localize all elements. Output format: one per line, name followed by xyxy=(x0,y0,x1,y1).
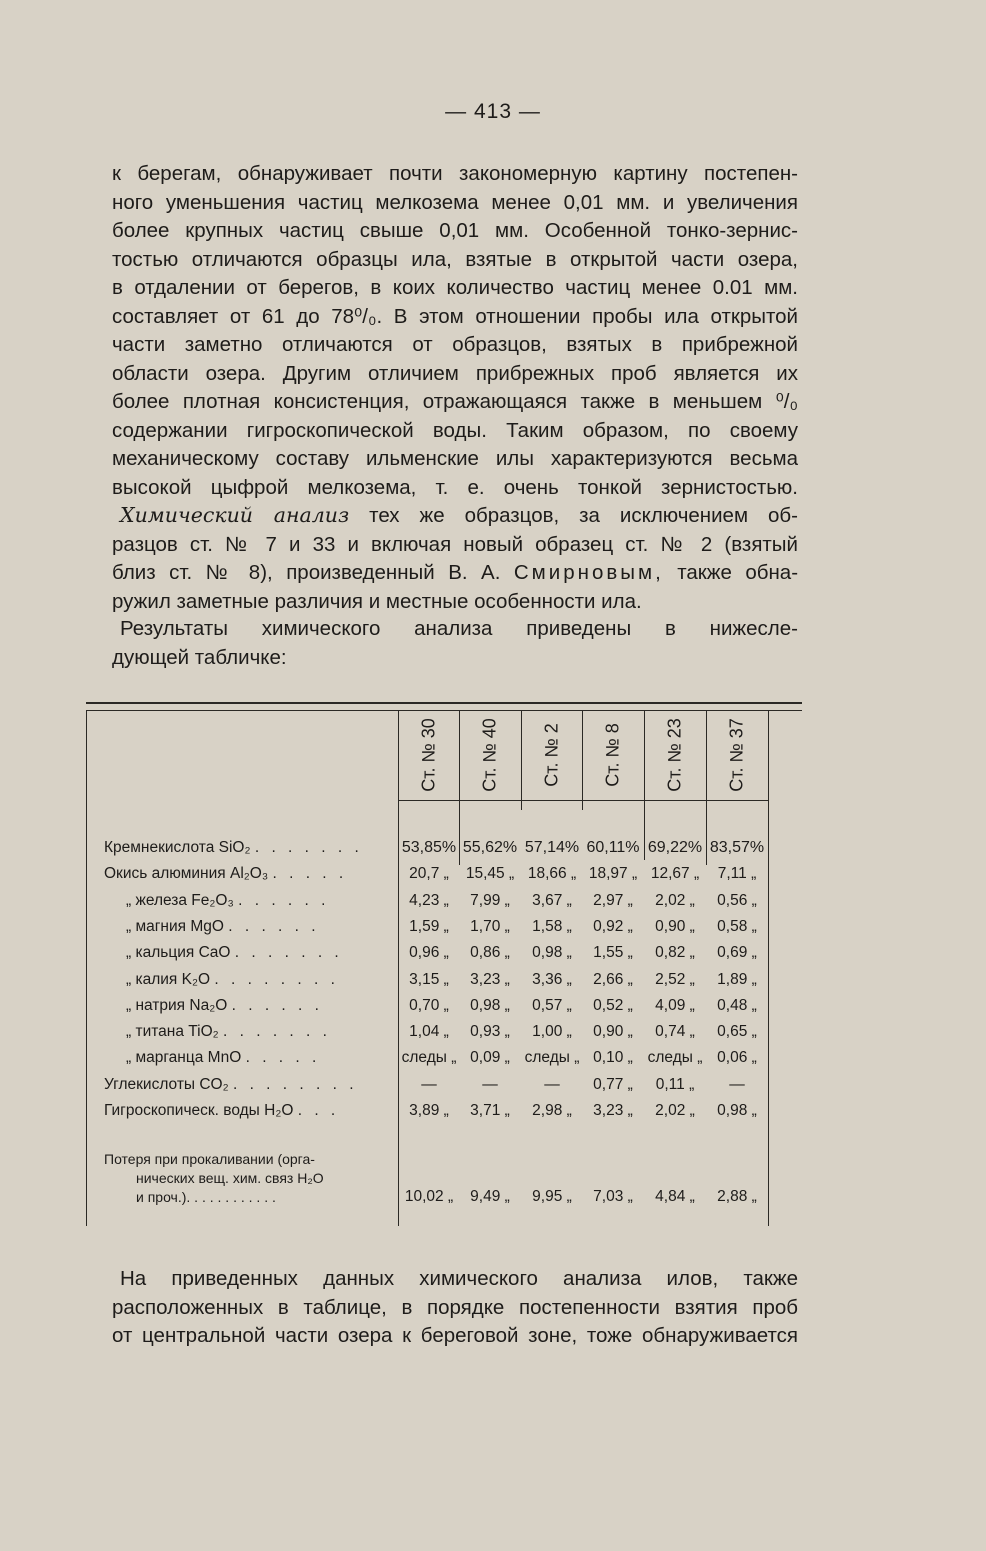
table-row xyxy=(86,1023,802,1048)
text-line: высокой цыфрой мелкозема, т. е. очень тонкой зернистостью. xyxy=(112,475,798,499)
table-cell: 3,36 „ xyxy=(532,970,572,988)
row-label-text: Углекислоты CO₂ xyxy=(104,1075,229,1093)
table-cell: 60,11% xyxy=(586,839,640,856)
table-header-rule xyxy=(398,800,768,801)
row-label-text: „ натрия Na₂O xyxy=(126,996,228,1014)
table-cell: — xyxy=(544,1075,560,1093)
column-header: Ст. № 2 xyxy=(541,723,562,787)
row-label xyxy=(126,1023,396,1041)
table-cell: 1,55 „ xyxy=(593,944,633,962)
row-label xyxy=(126,971,396,989)
text-line: от центральной части озера к береговой зоне, тоже обнаруживается xyxy=(112,1324,798,1347)
paragraph-3 xyxy=(112,615,798,672)
table-cell: 0,90 „ xyxy=(655,917,695,935)
table-cell: 0,09 „ xyxy=(470,1049,510,1067)
table-cell: следы „ xyxy=(401,1049,457,1067)
text-line: к берегам, обнаруживает почти закономерную картину постепен- xyxy=(112,162,798,185)
table-cell: 2,88 „ xyxy=(717,1188,757,1205)
table-cell: 7,99 „ xyxy=(470,891,510,909)
leader-dots: . . . . . xyxy=(245,1049,321,1067)
paragraph-4 xyxy=(112,1265,798,1351)
leader-dots: . . . . . . . . xyxy=(232,1075,358,1093)
table-row xyxy=(86,971,802,996)
table-cell: 0,96 „ xyxy=(409,944,449,962)
table-cell: 9,95 „ xyxy=(532,1188,572,1205)
table-row xyxy=(86,944,802,969)
leader-dots: . . . . . . . . xyxy=(214,970,339,988)
column-header: Ст. № 37 xyxy=(726,718,747,792)
table-cell: 0,90 „ xyxy=(593,1023,633,1041)
table-cell: 2,52 „ xyxy=(655,970,695,988)
table-cell: 12,67 „ xyxy=(650,865,700,883)
table-cell: 3,23 „ xyxy=(593,1102,633,1119)
table-cell: 1,70 „ xyxy=(470,917,510,935)
text-line: в отдалении от берегов, в коих количество частиц менее 0.01 мм. xyxy=(112,276,798,299)
text-line: тостью отличаются образцы ила, взятые в открытой части озера, xyxy=(112,247,798,271)
table-cell: 0,93 „ xyxy=(470,1023,510,1041)
row-label xyxy=(104,1076,396,1094)
table-cell: 2,98 „ xyxy=(532,1102,572,1119)
leader-dots: . . . xyxy=(297,1102,340,1119)
table-cell: 10,02 „ xyxy=(404,1188,454,1205)
table-cell: — xyxy=(482,1075,498,1093)
table-cell: 9,49 „ xyxy=(470,1188,510,1205)
page-number: — 413 — xyxy=(445,100,541,123)
author-name: Смирновым, xyxy=(513,561,664,584)
table-cell: 7,11 „ xyxy=(717,865,757,883)
table-cell: 0,52 „ xyxy=(593,996,633,1014)
leader-dots: . . . . . . xyxy=(228,917,320,935)
table-cell: 0,98 „ xyxy=(717,1102,757,1119)
italic-lead: Химический анализ xyxy=(120,503,350,527)
table-row xyxy=(86,892,802,917)
table-cell: 4,84 „ xyxy=(655,1188,695,1205)
table-cell: 2,02 „ xyxy=(655,1102,695,1119)
row-label-line: и проч.). . . . . . . . . . . . xyxy=(136,1189,276,1205)
table-cell: 0,86 „ xyxy=(470,944,510,962)
table-cell: 0,98 „ xyxy=(470,996,510,1014)
table-cell: 2,97 „ xyxy=(593,891,633,909)
text-line: разцов ст. № 7 и 33 и включая новый образец ст. № 2 (взятый xyxy=(112,532,798,556)
row-label xyxy=(104,865,396,883)
table-cell: — xyxy=(421,1075,437,1093)
text-line: ружил заметные различия и местные особенности ила. xyxy=(112,589,642,613)
row-label xyxy=(126,918,396,936)
row-label-text: Гигроскопическ. воды H₂O xyxy=(104,1102,294,1119)
table-cell: 0,65 „ xyxy=(717,1023,757,1041)
row-label-line: нических вещ. хим. связ H₂O xyxy=(136,1170,324,1186)
table-cell: 0,57 „ xyxy=(532,996,572,1014)
leader-dots: . . . . . . xyxy=(238,891,330,909)
table-cell: 18,97 „ xyxy=(588,865,638,883)
table-row xyxy=(86,1102,802,1127)
text-line xyxy=(112,559,798,588)
table-cell: 57,14% xyxy=(524,839,580,856)
table-cell: 0,10 „ xyxy=(593,1049,633,1067)
column-header: Ст. № 30 xyxy=(418,718,439,792)
table-cell: 3,67 „ xyxy=(532,891,572,909)
text-line: области озера. Другим отличием прибрежных проб является их xyxy=(112,361,798,385)
paragraph-1 xyxy=(112,160,798,502)
table-cell: 0,70 „ xyxy=(409,996,449,1014)
row-label-text: „ железа Fe₂O₃ xyxy=(126,891,234,909)
paragraph-2 xyxy=(112,501,798,616)
text-fragment: тех же образцов, за исключением об- xyxy=(369,504,798,527)
table-cell: 0,92 „ xyxy=(593,917,633,935)
column-header: Ст. № 40 xyxy=(479,718,500,792)
text-fragment: также обна- xyxy=(677,561,799,584)
leader-dots: . . . . . . . xyxy=(254,839,363,856)
row-label xyxy=(126,997,396,1015)
table-row xyxy=(86,1076,802,1101)
table-row xyxy=(86,1049,802,1074)
table-cell: 3,71 „ xyxy=(470,1102,510,1119)
row-label xyxy=(104,839,396,857)
text-line: На приведенных данных химического анализа илов, также xyxy=(120,1267,798,1290)
column-header: Ст. № 23 xyxy=(664,718,685,792)
table-cell: 15,45 „ xyxy=(465,865,515,883)
table-cell: — xyxy=(729,1075,745,1093)
text-line: расположенных в таблице, в порядке постепенности взятия проб xyxy=(112,1295,798,1319)
column-header: Ст. № 8 xyxy=(602,723,623,787)
table-cell: 2,66 „ xyxy=(593,970,633,988)
row-label xyxy=(126,944,396,962)
table-cell: 0,77 „ xyxy=(593,1075,633,1093)
table-cell: 0,69 „ xyxy=(717,944,757,962)
row-label xyxy=(104,1102,396,1120)
table-cell: 0,06 „ xyxy=(717,1049,757,1067)
table-cell: 1,00 „ xyxy=(532,1023,572,1041)
table-row xyxy=(86,918,802,943)
table-cell: 0,82 „ xyxy=(655,944,695,962)
table-top-rule-inner xyxy=(86,710,802,711)
chemical-analysis-table xyxy=(86,702,802,1226)
text-line: дующей табличке: xyxy=(112,645,287,669)
table-cell: следы „ xyxy=(524,1049,580,1067)
table-cell: 0,74 „ xyxy=(655,1023,695,1041)
table-cell: 0,58 „ xyxy=(717,917,757,935)
text-line xyxy=(112,501,798,531)
text-line: Результаты химического анализа приведены в нижесле- xyxy=(120,617,798,640)
table-cell: 0,48 „ xyxy=(717,996,757,1014)
row-label-text: „ кальция CaO xyxy=(126,944,231,962)
table-cell: 2,02 „ xyxy=(655,891,695,909)
row-label-text: Окись алюминия Al₂O₃ xyxy=(104,865,269,883)
row-label-text: „ титана TiO₂ xyxy=(126,1023,219,1041)
text-line: части заметно отличаются от образцов, взятых в прибрежной xyxy=(112,333,798,356)
text-line: более крупных частиц свыше 0,01 мм. Особенной тонко-зернис- xyxy=(112,219,798,242)
table-cell: 1,89 „ xyxy=(717,970,757,988)
table-cell: 1,58 „ xyxy=(532,917,572,935)
table-cell: 3,89 „ xyxy=(409,1102,449,1119)
leader-dots: . . . . . . xyxy=(231,996,323,1014)
row-label-text: „ калия K₂O xyxy=(126,970,211,988)
table-row xyxy=(86,839,802,864)
text-fragment: близ ст. № 8), произведенный В. А. xyxy=(112,561,501,584)
table-cell: 1,04 „ xyxy=(409,1023,449,1041)
row-label-text: „ магния MgO xyxy=(126,917,224,935)
row-label-text: „ марганца MnO xyxy=(126,1049,242,1067)
table-cell: 0,98 „ xyxy=(532,944,572,962)
table-row xyxy=(86,865,802,890)
row-label xyxy=(126,892,396,910)
table-cell: 3,23 „ xyxy=(470,970,510,988)
table-cell: 4,23 „ xyxy=(409,891,449,909)
table-top-rule xyxy=(86,702,802,704)
table-cell: следы „ xyxy=(647,1049,703,1067)
table-cell: 3,15 „ xyxy=(409,970,449,988)
row-label xyxy=(126,1049,396,1067)
table-row xyxy=(86,997,802,1022)
text-line: ного уменьшения частиц мелкозема менее 0,01 мм. и увеличения xyxy=(112,190,798,214)
table-cell: 69,22% xyxy=(647,839,703,856)
table-cell: 83,57% xyxy=(709,839,765,856)
leader-dots: . . . . . xyxy=(272,865,348,883)
table-cell: 1,59 „ xyxy=(409,917,449,935)
table-cell: 0,11 „ xyxy=(655,1075,695,1093)
text-line: более плотная консистенция, отражающаяся также в меньшем ⁰/₀ xyxy=(112,390,798,413)
table-cell: 4,09 „ xyxy=(655,996,695,1014)
table-cell: 55,62% xyxy=(462,839,518,856)
table-cell: 20,7 „ xyxy=(409,865,449,883)
text-line: составляет от 61 до 78⁰/₀. В этом отношении пробы ила открытой xyxy=(112,304,798,328)
leader-dots: . . . . . . . xyxy=(222,1023,331,1041)
table-cell: 7,03 „ xyxy=(593,1188,633,1205)
text-line: содержании гигроскопической воды. Таким образом, по своему xyxy=(112,418,798,442)
table-cell: 0,56 „ xyxy=(717,891,757,909)
table-cell: 18,66 „ xyxy=(527,865,577,883)
table-cell: 53,85% xyxy=(401,839,457,856)
text-line: механическому составу ильменские илы характеризуются весьма xyxy=(112,447,798,470)
leader-dots: . . . . . . . xyxy=(234,944,343,962)
row-label-text: Кремнекислота SiO₂ xyxy=(104,839,251,856)
row-label-line: Потеря при прокаливании (орга- xyxy=(104,1151,315,1167)
